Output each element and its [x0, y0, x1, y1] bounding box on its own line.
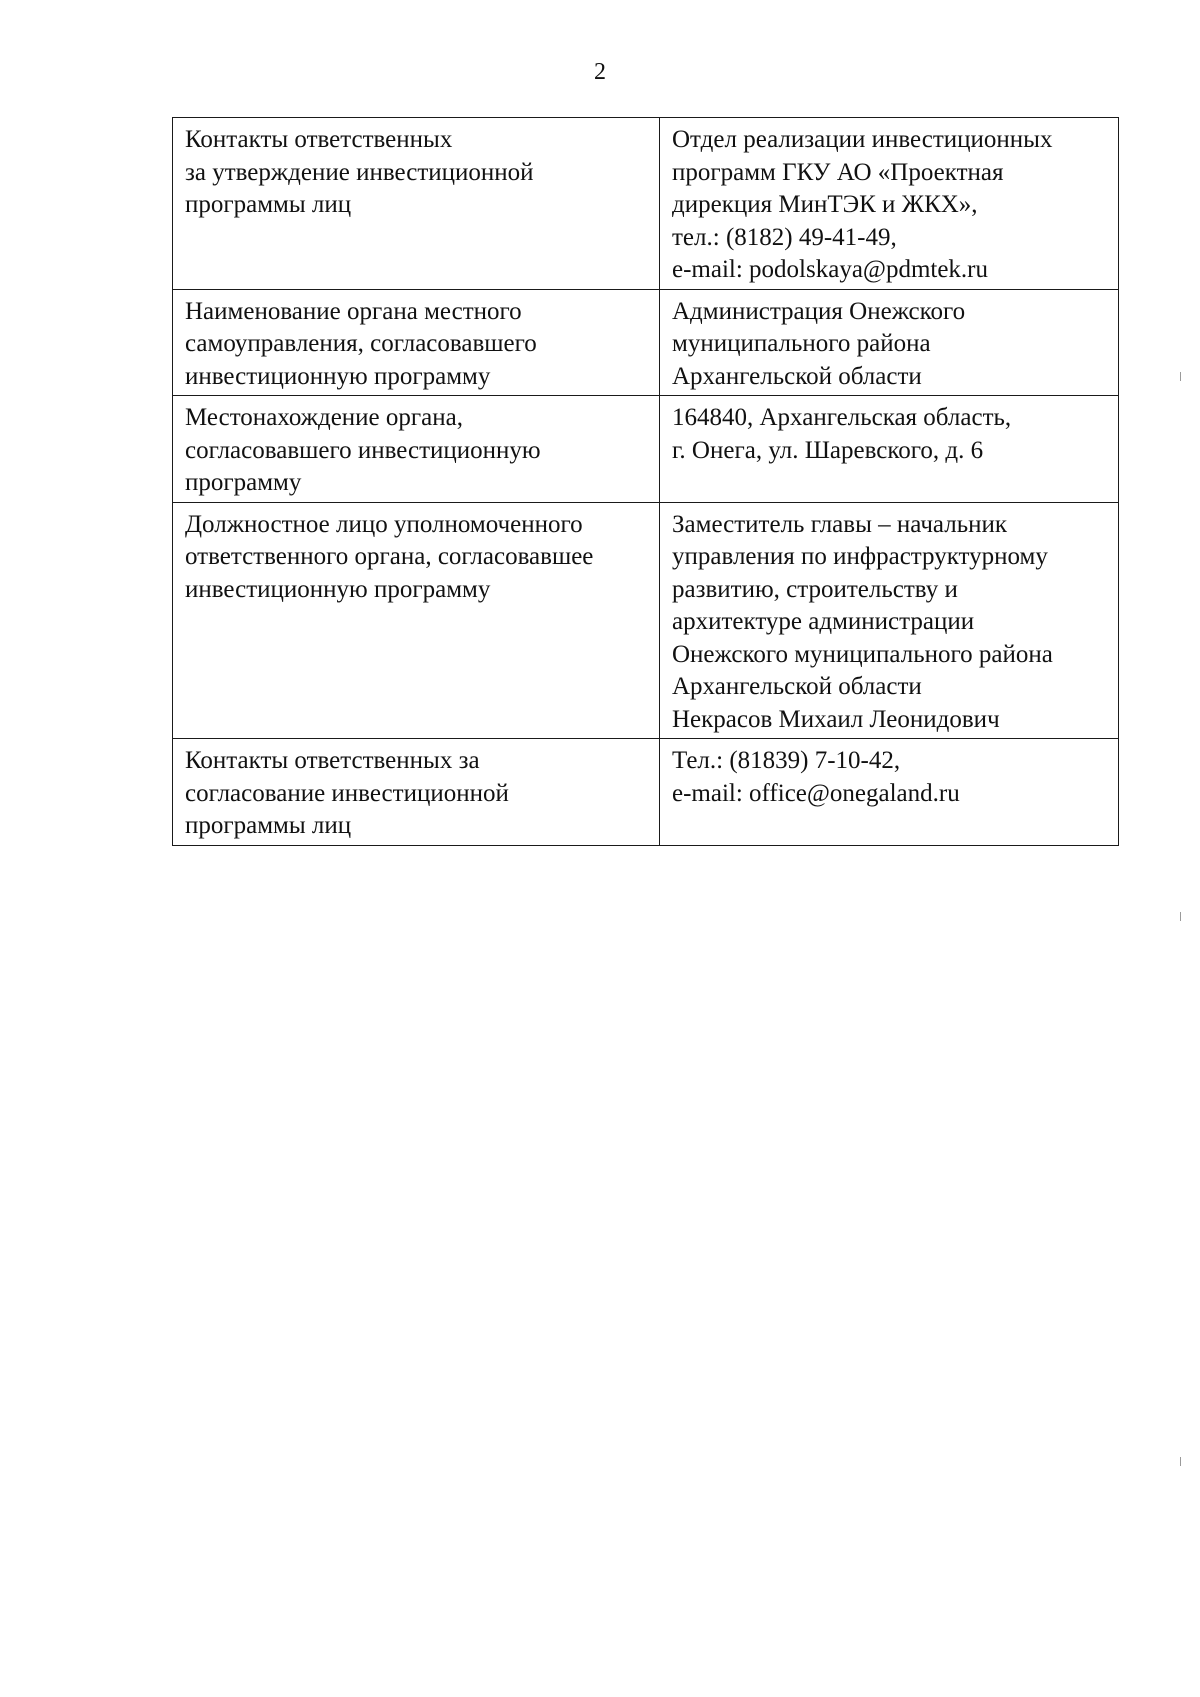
- scan-speck: [1180, 372, 1181, 381]
- row-value: Тел.: (81839) 7-10-42, e-mail: office@onegaland.ru: [660, 739, 1119, 846]
- row-value: Администрация Онежского муниципального района Архангельской области: [660, 289, 1119, 396]
- table-row: [173, 289, 1119, 396]
- page-number: 2: [594, 59, 606, 85]
- row-value: 164840, Архангельская область, г. Онега, ул. Шаревского, д. 6: [660, 396, 1119, 503]
- row-label: Местонахождение органа, согласовавшего инвестиционную программу: [173, 396, 660, 503]
- table-row: [173, 118, 1119, 290]
- row-label: Контакты ответственных за согласование инвестиционной программы лиц: [173, 739, 660, 846]
- info-table: [172, 117, 1119, 846]
- row-value: Отдел реализации инвестиционных программ ГКУ АО «Проектная дирекция МинТЭК и ЖКХ», тел.: (8182) 49-41-49, e-mail: podolskaya@pdmtek.ru: [660, 118, 1119, 290]
- table-row: [173, 502, 1119, 739]
- table-row: [173, 739, 1119, 846]
- row-value: Заместитель главы – начальник управления по инфраструктурному развитию, строительству и архитектуре администрации Онежского муниципального района Архангельской области Некрасов Михаил Леонидович: [660, 502, 1119, 739]
- table-row: [173, 396, 1119, 503]
- row-label: Контакты ответственных за утверждение инвестиционной программы лиц: [173, 118, 660, 290]
- scan-speck: [1180, 1457, 1181, 1466]
- row-label: Наименование органа местного самоуправления, согласовавшего инвестиционную программу: [173, 289, 660, 396]
- scan-speck: [1180, 912, 1181, 921]
- row-label: Должностное лицо уполномоченного ответственного органа, согласовавшее инвестиционную программу: [173, 502, 660, 739]
